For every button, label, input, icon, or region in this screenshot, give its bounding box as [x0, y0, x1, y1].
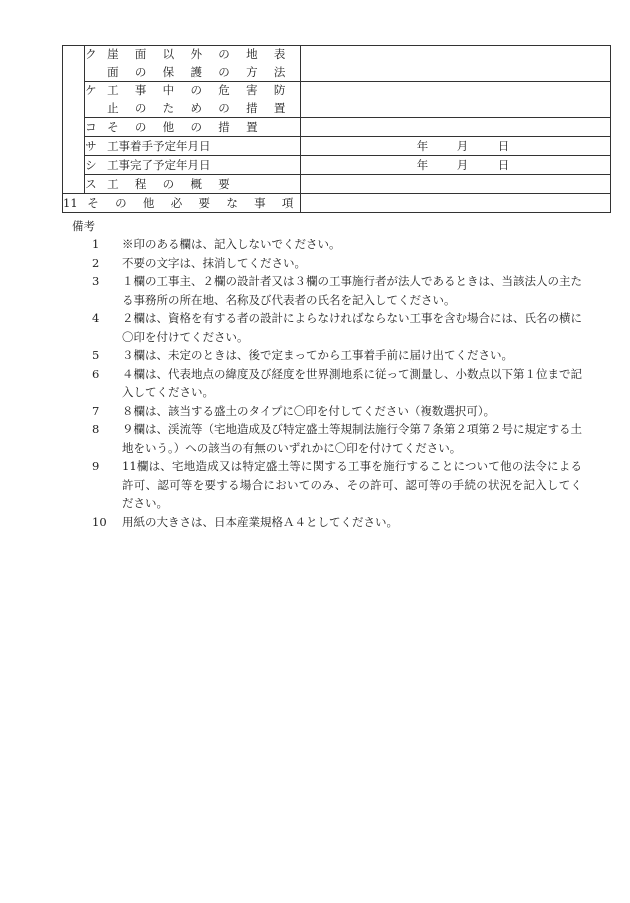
- table-row: [63, 175, 611, 194]
- date-value-cell[interactable]: [300, 156, 610, 175]
- note-item: [72, 402, 582, 421]
- note-number: 9: [92, 459, 100, 473]
- value-cell[interactable]: [300, 175, 610, 194]
- row-label-line: 工 事 中 の 危 害 防: [107, 83, 292, 97]
- note-item: [72, 346, 582, 365]
- note-text: ３欄は、未定のときは、後で定まってから工事着手前に届け出てください。: [122, 348, 513, 362]
- note-item: [72, 365, 582, 402]
- note-item: [72, 513, 582, 532]
- note-item: [72, 309, 582, 346]
- notes-section: [72, 217, 582, 531]
- date-year-label: 年: [416, 139, 429, 153]
- note-item: [72, 420, 582, 457]
- table-row: [63, 118, 611, 137]
- item11-label: そ の 他 必 要 な 事 項: [87, 196, 300, 210]
- note-text: 用紙の大きさは、日本産業規格Ａ４としてください。: [122, 514, 398, 529]
- note-text: ９欄は、渓流等（宅地造成及び特定盛土等規制法施行令第７条第２項第２号に規定する土地をいう。）への該当の有無のいずれかに〇印を付けてください。: [122, 422, 582, 455]
- row-label: そ の 他 の 措 置: [107, 120, 264, 134]
- note-text: 11欄は、宅地造成又は特定盛土等に関する工事を施行することについて他の法令による許可、認可等を要する場合においてのみ、その許可、認可等の手続の状況を記入してください。: [122, 459, 582, 510]
- note-item: [72, 235, 582, 254]
- table-row: [63, 156, 611, 175]
- note-number: 1: [92, 237, 100, 251]
- table-row: [63, 82, 611, 118]
- label-cell: [85, 137, 301, 156]
- row-label: 工事着手予定年月日: [107, 139, 211, 153]
- row-kana: ケ: [85, 83, 97, 97]
- note-number: 5: [92, 348, 100, 362]
- date-month-label: 月: [456, 158, 469, 172]
- row-kana: ク: [85, 47, 97, 61]
- note-text: ４欄は、代表地点の緯度及び経度を世界測地系に従って測量し、小数点以下第１位まで記入してください。: [122, 366, 582, 399]
- item11-number: 11: [63, 196, 78, 210]
- note-text: 不要の文字は、抹消してください。: [122, 255, 306, 270]
- note-number: 3: [92, 274, 100, 288]
- label-cell: [85, 156, 301, 175]
- date-day-label: 日: [497, 139, 510, 153]
- label-cell: [85, 46, 301, 82]
- notes-title: 備考: [72, 219, 95, 233]
- row-label-line: 崖 面 以 外 の 地 表: [107, 47, 292, 61]
- label-cell: [85, 118, 301, 137]
- row-label: 工事完了予定年月日: [107, 158, 211, 172]
- row-label: 工 程 の 概 要: [107, 177, 237, 191]
- item11-label-cell: [63, 194, 301, 213]
- item11-value-cell[interactable]: [300, 194, 610, 213]
- date-value-cell[interactable]: [300, 137, 610, 156]
- note-item: [72, 457, 582, 513]
- value-cell[interactable]: [300, 118, 610, 137]
- row-kana: サ: [85, 139, 97, 153]
- note-text: １欄の工事主、２欄の設計者又は３欄の工事施行者が法人であるときは、当該法人の主たる事務所の所在地、名称及び代表者の氏名を記入してください。: [122, 274, 582, 307]
- value-cell[interactable]: [300, 46, 610, 82]
- note-number: 7: [92, 403, 100, 418]
- row-kana: シ: [85, 158, 97, 172]
- blank-column-cell: [63, 46, 85, 194]
- label-cell: [85, 82, 301, 118]
- form-table: [62, 45, 611, 213]
- table-row: [63, 46, 611, 82]
- note-item: [72, 254, 582, 273]
- note-text: ※印のある欄は、記入しないでください。: [122, 237, 341, 251]
- value-cell[interactable]: [300, 82, 610, 118]
- row-kana: コ: [85, 120, 97, 134]
- note-item: [72, 272, 582, 309]
- date-month-label: 月: [456, 139, 469, 153]
- date-year-label: 年: [416, 158, 429, 172]
- table-row-item11: [63, 194, 611, 213]
- row-label-line: 面 の 保 護 の 方 法: [107, 64, 292, 79]
- note-number: 8: [92, 422, 100, 436]
- note-number: 2: [92, 255, 100, 270]
- table-row: [63, 137, 611, 156]
- row-kana: ス: [85, 177, 97, 191]
- date-day-label: 日: [497, 158, 510, 172]
- note-text: ８欄は、該当する盛土のタイプに〇印を付してください（複数選択可）。: [122, 403, 496, 418]
- note-number: 10: [92, 514, 107, 529]
- row-label-line: 止 の た め の 措 置: [107, 100, 292, 115]
- label-cell: [85, 175, 301, 194]
- note-text: ２欄は、資格を有する者の設計によらなければならない工事を含む場合には、氏名の横に〇印を付けてください。: [122, 311, 582, 344]
- note-number: 4: [92, 311, 100, 325]
- note-number: 6: [92, 366, 100, 381]
